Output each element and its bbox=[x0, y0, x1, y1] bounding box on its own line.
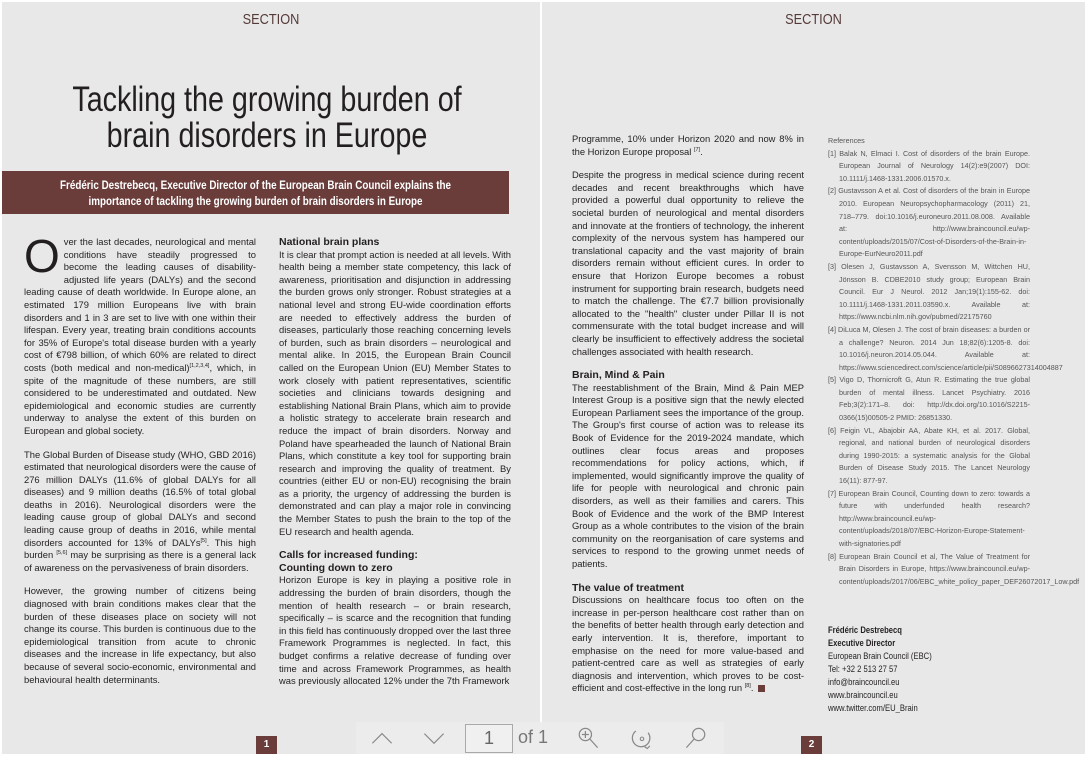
page-2 bbox=[542, 2, 1085, 754]
contact-role: Executive Director bbox=[828, 638, 896, 648]
subheading: Brain, Mind & Pain bbox=[572, 369, 665, 382]
section-label: SECTION bbox=[785, 11, 842, 28]
reference-item: [1] Balak N, Elmaci I. Cost of disorders of the brain Europe. European Journal of Neurology 14(2):e9(2007) DOI: 10.1111/j.1468-1331.2006.01570.x. bbox=[828, 148, 1030, 183]
reference-item: [5] Vigo D, Thornicroft G, Atun R. Estimating the true global burden of mental illness. Lancet Psychiatry. 2016 Feb;3(2):171–8. doi: http://dx.doi.org/10.1016/S2215-0366(15)00505-2 PMID: 26851330. bbox=[828, 375, 1030, 423]
contact-org: European Brain Council (EBC) bbox=[828, 651, 932, 661]
page-number-input[interactable]: 1 bbox=[465, 724, 513, 753]
paragraph-text: The Global Burden of Disease study (WHO, GBD 2016) estimated that neurological disorders were the cause of 276 million DALYs (11.6% of global DALYs for all diseases) and 9 million deaths (16.5% of total global deaths in 2016). Neurological disorders were the leading cause group of global DALYs and second leading cause group of deaths in 2016, while mental disorders accounted for 13% of DALYs bbox=[24, 448, 256, 548]
chevron-up-icon[interactable] bbox=[368, 724, 396, 752]
contact-twitter[interactable]: www.twitter.com/EU_Brain bbox=[828, 703, 918, 713]
page-1 bbox=[2, 2, 540, 754]
references-heading: References bbox=[828, 136, 865, 145]
reference-item: [2] Gustavsson A et al. Cost of disorders of the brain in Europe 2010. European Neuropsychopharmacology (2011) 21, 718–779. doi:10.1016/j.euroneuro.2011.08.008. Available at: http://www.braincouncil.eu/wp-content/uploads/2015/07/Cost-of-Disorders-of-the-Brain-in-Europe-EurNeuro2011.pdf bbox=[828, 186, 1030, 259]
contact-email[interactable]: info@braincouncil.eu bbox=[828, 677, 900, 687]
reference-item: [7] European Brain Council, Counting down to zero: towards a future with underfunded health research? http://www.braincouncil.eu/wp-content/uploads/2018/07/EBC-Horizon-Europe-Statement-with-signatories.pdf bbox=[828, 488, 1030, 548]
citation: [5] bbox=[200, 537, 207, 544]
drop-cap: O bbox=[24, 230, 60, 282]
zoom-in-icon[interactable] bbox=[574, 724, 602, 752]
page-number: 1 bbox=[256, 736, 277, 754]
paragraph: It is clear that prompt action is needed at all levels. With health being a member state competency, this lack of awareness, prioritisation and disjunction in addressing the burden grows only stronger. Robust strategies at a national level and strong EU-wide coordination efforts are needed to effectively address the burden of diseases, particularly those reaching concerning levels of burden, such as brain disorders – neurological and mental alike. In 2015, the European Brain Council called on the European Union (EU) Member States to work closely with patient representatives, scientific societies and clinicians towards designing and establishing National Brain Plans, which aim to provide a holistic strategy to accelerate brain research and reduce the impact of brain disorders. Norway and Poland have spearheaded the launch of National Brain Plans, which constitute a key tool for supporting brain research and improving the quality of treatment. By countries (either EU or non-EU) recognising the brain as a priority, the urgency of addressing the burden is demonstrated and can play a major role in convincing the Member States to push the brain to the top of the EU research and health agenda. bbox=[279, 248, 511, 537]
reference-item: [8] European Brain Council et al, The Value of Treatment for Brain Disorders in Europe, https://www.braincouncil.eu/wp-content/uploads/2017/06/EBC_white_policy_paper_DEF26072017_Low.pdf bbox=[828, 551, 1080, 586]
page-count: of 1 bbox=[518, 727, 549, 747]
citation: [7] bbox=[693, 146, 701, 153]
section-label: SECTION bbox=[242, 11, 300, 28]
paragraph-text: . bbox=[750, 682, 757, 694]
citation: [1,2,3,4] bbox=[189, 362, 210, 369]
column-2 bbox=[279, 236, 511, 699]
paragraph-text: may be surprising as there is a general lack of awareness on the pervasiveness of brain disorders. bbox=[24, 549, 257, 573]
paragraph-text: Programme, 10% under Horizon 2020 and now 8% in the Horizon Europe proposal bbox=[572, 133, 804, 157]
paragraph-text: . This high burden bbox=[24, 536, 256, 561]
page-number: 2 bbox=[801, 736, 822, 754]
paragraph: Despite the progress in medical science during recent decades and recent breakthroughs which have provided a powerful dual opportunity to relieve the societal burden of neurological and mental disorders and innovate at the frontiers of technology, the inherent complexity of the nervous system has hampered our translational capacity and the vast majority of brain disorders remain without efficient cures. In order to ensure that Horizon Europe becomes a robust instrument for supporting brain research, budgets need to match the challenge. The €7.7 billion provisionally allocated to the "health" cluster under Pillar II is not commensurate with the total budget increase and will clearly be insufficient to effectively address the societal challenges associated with health research. bbox=[572, 169, 804, 357]
paragraph-text: . bbox=[700, 145, 703, 157]
paragraph bbox=[572, 133, 804, 158]
contact-tel: Tel: +32 2 513 27 57 bbox=[828, 664, 898, 674]
subheading: Calls for increased funding: bbox=[279, 549, 418, 562]
article-title: Tackling the growing burden of brain disorders in Europe bbox=[72, 80, 462, 155]
citation: [5,6] bbox=[56, 550, 68, 557]
chevron-down-icon[interactable] bbox=[420, 724, 448, 752]
paragraph-text: Discussions on healthcare focus too often on the increase in per-person healthcare cost rather than on the benefits of better health through early detection and early intervention. It is, therefore, important to emphasise on the need for more value-based and patient-centred care as well as strategies of early diagnosis and intervention, which proves to be cost-efficient and cost-effective in the long run bbox=[572, 594, 804, 694]
citation: [8] bbox=[744, 683, 751, 690]
contact-website[interactable]: www.braincouncil.eu bbox=[828, 690, 898, 700]
reference-item: [4] DiLuca M, Olesen J. The cost of brain diseases: a burden or a challenge? Neuron. 2014 Jun 18;82(6):1205-8. doi: 10.1016/j.neuron.2014.05.044. Available at: https://www.sciencedirect.com/science/article/pii/S0896627314004887 bbox=[828, 324, 1063, 372]
subheading: Counting down to zero bbox=[279, 561, 393, 574]
pdf-viewer-toolbar bbox=[356, 722, 724, 754]
subheading: National brain plans bbox=[279, 236, 380, 248]
paragraph: However, the growing number of citizens being diagnosed with brain conditions makes clear that the burden of these diseases place on society will not change its course. This burden is continuous due to the epidemiological transition from acute to chronic diseases and the increase in life expectancy, but also because of several socio-economic, environmental and behavioural health determinants. bbox=[24, 585, 256, 685]
column-3 bbox=[572, 133, 804, 706]
reference-item: [3] Olesen J, Gustavsson A, Svensson M, Wittchen HU, Jönsson B. CDBE2010 study group; European Brain Council. Eur J Neurol. 2012 Jan;19(1):155-62. doi: 10.1111/j.1468-1331.2011.03590.x. Available at: https://www.ncbi.nlm.nih.gov/pubmed/22175760 bbox=[828, 261, 1030, 322]
paragraph bbox=[24, 449, 256, 575]
standfirst-text: Frédéric Destrebecq, Executive Director of the European Brain Council explains the importance of tackling the growing burden of brain disorders in Europe bbox=[60, 178, 451, 208]
contact-name: Frédéric Destrebecq bbox=[828, 625, 902, 635]
end-mark bbox=[758, 685, 765, 692]
standfirst-banner bbox=[2, 171, 509, 214]
paragraph: Horizon Europe is key in playing a positive role in addressing the burden of brain disorders, though the mention of health research – or brain research, specifically – is scarce and the recognition that funding in this field has continuously dropped over the last three Framework Programmes is neglected. In fact, this budget confirms a relative decrease of funding over time and across Framework Programmes, as health was previously allocated 12% under the 7th Framework bbox=[279, 574, 511, 687]
paragraph-text: ver the last decades, neurological and mental conditions have steadily progressed to become the leading causes of disability-adjusted life years (DALYs) and the second leading cause of death worldwide. In Europe alone, an estimated 179 million Europeans live with brain disorders and 1 in 3 are set to live with one within their lifespan. Every year, treating brain conditions accounts for 35% of Europe's total disease burden with a yearly cost of €798 billion, of which 60% are related to direct costs (both medical and non-medical) bbox=[24, 236, 256, 373]
paragraph: The reestablishment of the Brain, Mind & Pain MEP Interest Group is a positive sign that the newly elected European Parliament sees the importance of the group. The Group's first course of action was to release its Book of Evidence for the 2019-2024 mandate, which outlines clear focus areas and proposes recommendations for policy actions, which, if implemented, would significantly improve the quality of life for people with neurological and chronic pain disorders, as well as their families and carers. This Book of Evidence and the work of the BMP Interest Group as a whole contributes to the vision of the brain community on the reorganisation of care systems and services to respond to the growing unmet needs of patients. bbox=[572, 381, 804, 569]
references bbox=[828, 135, 1080, 588]
search-icon[interactable] bbox=[682, 724, 710, 752]
paragraph bbox=[24, 230, 256, 438]
paragraph-text: , which, in spite of the magnitude of these numbers, are still considered to be underestimated and outdated. New epidemiological and economic studies are currently underway to analyse the extent of this burden on European and global society. bbox=[24, 361, 256, 436]
reference-item: [6] Feigin VL, Abajobir AA, Abate KH, et al. 2017. Global, regional, and national burden of neurological disorders during 1990-2015: a systematic analysis for the Global Burden of Disease Study 2015. The Lancet Neurology 16(11): 877-97. bbox=[828, 425, 1030, 486]
author-contact bbox=[828, 624, 932, 715]
subheading: The value of treatment bbox=[572, 581, 685, 594]
rotate-icon[interactable] bbox=[628, 724, 656, 752]
paragraph bbox=[572, 594, 804, 695]
column-1 bbox=[24, 230, 257, 697]
